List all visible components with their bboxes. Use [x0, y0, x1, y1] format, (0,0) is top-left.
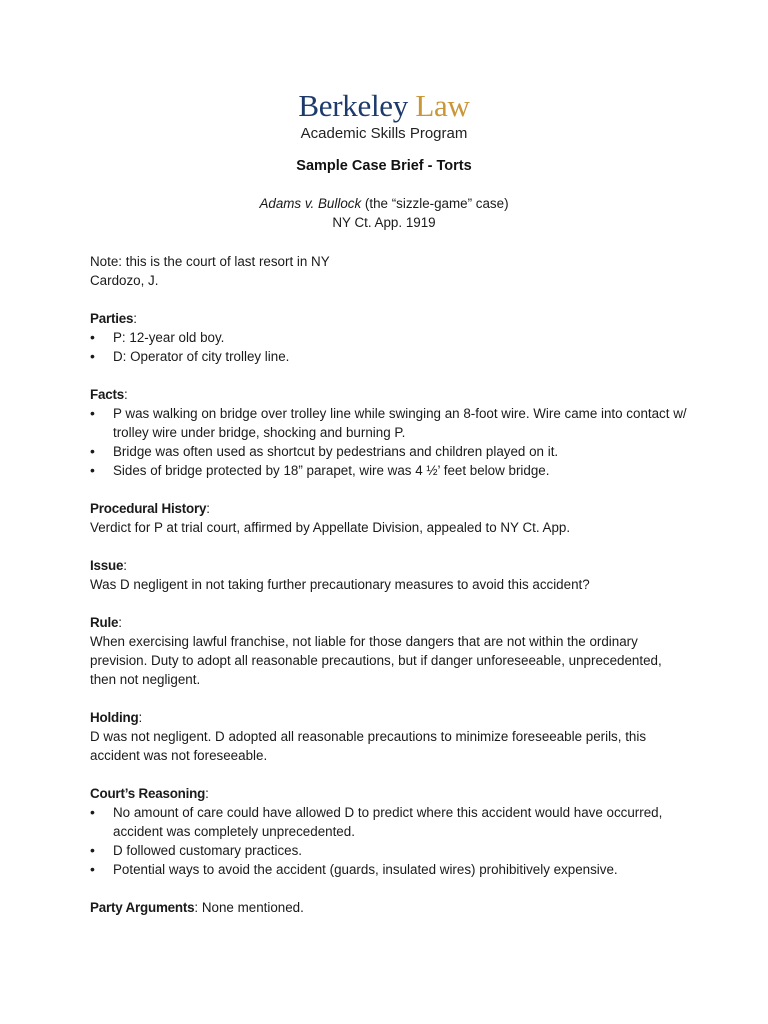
party-arguments-heading: Party Arguments [90, 900, 195, 915]
section-party-arguments: Party Arguments: None mentioned. [90, 900, 304, 915]
issue-text: Was D negligent in not taking further precautionary measures to avoid this accident? [90, 577, 590, 592]
holding-text: D was not negligent. D adopted all reasonable precautions to minimize foreseeable perils, this accident was not foreseeable. [90, 729, 647, 763]
berkeley-law-logo [0, 88, 768, 124]
list-item: • Potential ways to avoid the accident (guards, insulated wires) prohibitively expensive. [90, 860, 690, 879]
parties-list [90, 328, 690, 366]
program-name: Academic Skills Program [300, 125, 468, 142]
facts-list [90, 404, 690, 480]
issue-heading: Issue [90, 558, 124, 573]
list-item: • D followed customary practices. [90, 841, 690, 860]
court-note: Note: this is the court of last resort in NY [90, 254, 330, 269]
holding-heading: Holding [90, 710, 139, 725]
section-heading-issue: Issue: [90, 558, 127, 573]
case-name-line [0, 194, 768, 213]
brief-body [90, 252, 690, 917]
section-heading-facts: Facts: [90, 387, 128, 402]
section-heading-holding: Holding: [90, 710, 143, 725]
section-heading-reasoning: Court’s Reasoning: [90, 786, 209, 801]
section-heading-rule: Rule: [90, 615, 122, 630]
facts-heading: Facts [90, 387, 124, 402]
list-item: • P: 12-year old boy. [90, 328, 690, 347]
reasoning-heading: Court’s Reasoning [90, 786, 206, 801]
reasoning-list [90, 803, 690, 879]
rule-text: When exercising lawful franchise, not liable for those dangers that are not within the ordinary prevision. Duty to adopt all reasonable precautions, but if danger unforeseeable, unprecedented, then not negligent. [90, 634, 662, 687]
parties-heading: Parties [90, 311, 134, 326]
rule-heading: Rule [90, 615, 119, 630]
section-heading-procedural-history: Procedural History: [90, 501, 210, 516]
list-item: • D: Operator of city trolley line. [90, 347, 690, 366]
list-item: • P was walking on bridge over trolley line while swinging an 8-foot wire. Wire came into contact w/ trolley wire under bridge, shocking and burning P. [90, 404, 690, 442]
list-item: • Bridge was often used as shortcut by pedestrians and children played on it. [90, 442, 690, 461]
list-item: • No amount of care could have allowed D to predict where this accident would have occurred, accident was completely unprecedented. [90, 803, 690, 841]
case-name: Adams v. Bullock [259, 196, 362, 211]
party-arguments-text: None mentioned. [201, 900, 304, 915]
case-citation [0, 194, 768, 232]
document-title: Sample Case Brief - Torts [296, 158, 472, 174]
procedural-history-text: Verdict for P at trial court, affirmed by Appellate Division, appealed to NY Ct. App. [90, 520, 571, 535]
list-item: • Sides of bridge protected by 18” parapet, wire was 4 ½’ feet below bridge. [90, 461, 690, 480]
case-nickname: (the “sizzle-game” case) [364, 196, 509, 211]
procedural-history-heading: Procedural History [90, 501, 207, 516]
section-heading-parties: Parties: [90, 311, 137, 326]
logo-word-law: Law [415, 88, 470, 123]
logo-word-berkeley: Berkeley [298, 88, 408, 123]
judge-name: Cardozo, J. [90, 273, 159, 288]
document-header [0, 88, 768, 232]
court-year: NY Ct. App. 1919 [332, 215, 436, 230]
